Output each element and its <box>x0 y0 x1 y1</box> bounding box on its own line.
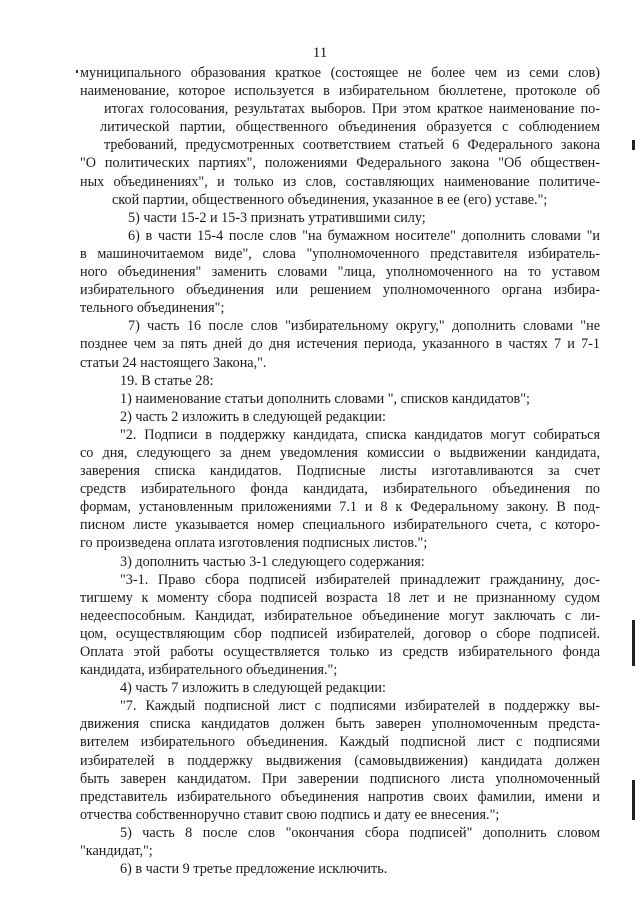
text-line: литической партии, общественного объединения образуется с соблюдением <box>100 119 600 136</box>
document-body <box>80 64 600 878</box>
text-line: со дня, следующего за днем уведомления комиссии о выдвижении кандидата, <box>80 444 600 461</box>
text-line: тигшему к моменту сбора подписей возраста 18 лет и не признанному судом <box>80 589 600 606</box>
text-line: 5) части 15-2 и 15-3 признать утратившими силу; <box>128 209 426 226</box>
text-line: недееспособным. Кандидат, избирательное объединение могут заключать с ли- <box>80 607 600 624</box>
text-line: кандидата, избирательного объединения."; <box>80 662 338 679</box>
text-line: писном листе указывается номер специального избирательного счета, с которо- <box>80 517 600 534</box>
text-line: требований, предусмотренных соответствием статьей 6 Федерального закона <box>104 137 600 154</box>
text-line: "7. Каждый подписной лист с подписями избирателей в поддержку вы- <box>120 698 600 715</box>
text-line: 6) в части 15-4 после слов "на бумажном носителе" дополнить словами "и <box>128 227 600 244</box>
text-line: 4) часть 7 изложить в следующей редакции: <box>120 680 386 697</box>
text-line: цом, осуществляющим сбор подписей избирателей, договор о сборе подписей. <box>80 625 600 642</box>
text-line: средств избирательного фонда кандидата, избирательного объединения по <box>80 481 600 498</box>
text-line: ской партии, общественного объединения, указанное в ее (его) уставе."; <box>112 191 548 208</box>
text-line: 5) часть 8 после слов "окончания сбора подписей" дополнить словом <box>120 824 600 841</box>
text-line: 7) часть 16 после слов "избирательному округу," дополнить словами "не <box>128 318 600 335</box>
text-line: 19. В статье 28: <box>120 372 214 389</box>
scan-speck <box>76 70 78 73</box>
text-line: статьи 24 настоящего Закона,". <box>80 354 267 371</box>
text-line: 3) дополнить частью 3-1 следующего содержания: <box>120 553 425 570</box>
scan-edge-mark <box>632 780 635 820</box>
text-line: "2. Подписи в поддержку кандидата, списка кандидатов могут собираться <box>120 426 600 443</box>
text-line: наименование, которое используется в избирательном бюллетене, протоколе об <box>80 83 600 100</box>
text-line: го произведена оплата изготовления подписных листов."; <box>80 535 428 552</box>
text-line: формам, установленным приложениями 7.1 и 8 к Федеральному закону. В под- <box>80 499 600 516</box>
text-line: тельного объединения"; <box>80 300 225 317</box>
scan-edge-mark <box>632 620 635 666</box>
text-line: представитель избирательного объединения напротив своих фамилии, имени и <box>80 788 600 805</box>
text-line: избирательного объединения или решением уполномоченного органа избира- <box>80 282 600 299</box>
scan-edge-mark <box>632 140 635 150</box>
text-line: итогах голосования, результатах выборов. При этом краткое наименование по- <box>104 101 600 118</box>
text-line: избирателей в поддержку выдвижения (самовыдвижения) кандидата должен <box>80 752 600 769</box>
text-line: 2) часть 2 изложить в следующей редакции: <box>120 408 386 425</box>
text-line: 6) в части 9 третье предложение исключить. <box>120 861 388 878</box>
text-line: быть заверен кандидатом. При заверении подписного листа уполномоченный <box>80 770 600 787</box>
text-line: движения списка кандидатов должен быть заверен уполномоченным предста- <box>80 716 600 733</box>
text-line: вителем избирательного объединения. Каждый подписной лист с подписями <box>80 734 600 751</box>
text-line: "3-1. Право сбора подписей избирателей принадлежит гражданину, дос- <box>120 571 600 588</box>
text-line: 1) наименование статьи дополнить словами ", списков кандидатов"; <box>120 390 530 407</box>
text-line: муниципального образования краткое (состоящее не более чем из семи слов) <box>80 65 600 81</box>
text-line: "кандидат,"; <box>80 843 153 860</box>
text-line: отчества собственноручно ставит свою подпись и дату ее внесения."; <box>80 806 500 823</box>
text-line: Оплата этой работы осуществляется только из средств избирательного фонда <box>80 644 600 660</box>
text-line: ного объединения" заменить словами "лица, уполномоченного на то уставом <box>80 264 600 281</box>
text-line: заверения списка кандидатов. Подписные листы изготавливаются за счет <box>80 463 600 480</box>
text-line: позднее чем за пять дней до дня истечения периода, указанного в частях 7 и 7-1 <box>80 336 600 353</box>
text-line: ных объединениях", и только из слов, составляющих наименование политиче- <box>80 173 600 190</box>
page-number: 11 <box>312 45 328 61</box>
text-line: в машиночитаемом виде", слова "уполномоченного представителя избиратель- <box>80 245 600 262</box>
text-line: "О политических партиях", положениями Федерального закона "Об обществен- <box>80 155 600 172</box>
